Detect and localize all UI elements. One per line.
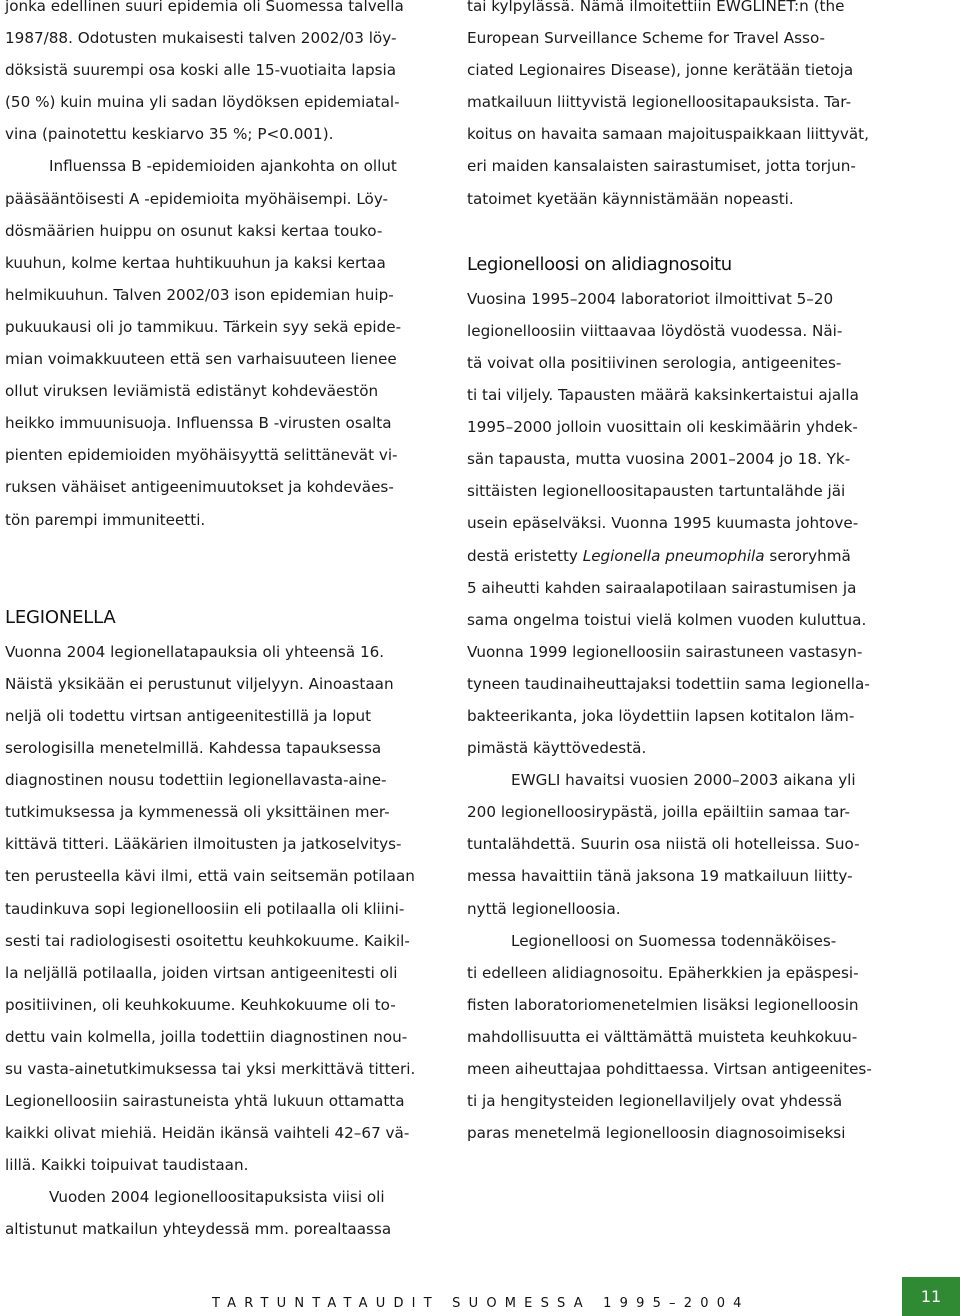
- text-line: ruksen vähäiset antigeenimuutokset ja kohdeväes-: [5, 478, 394, 497]
- text-line: tä voivat olla positiivinen serologia, antigeenites-: [467, 353, 842, 372]
- text-line: koitus on havaita samaan majoituspaikkaan liittyvät,: [467, 125, 869, 144]
- text-line: ten perusteella kävi ilmi, että vain seitsemän potilaan: [5, 867, 415, 886]
- text-line: altistunut matkailun yhteydessä mm. porealtaassa: [5, 1220, 392, 1239]
- text-line: Vuonna 1999 legionelloosiin sairastuneen vastasyn-: [467, 642, 863, 661]
- text-line: Näistä yksikään ei perustunut viljelyyn. Ainoastaan: [5, 674, 394, 693]
- text-line: (50 %) kuin muina yli sadan löydöksen epidemiatal-: [5, 93, 400, 112]
- text-line: matkailuun liittyvistä legionelloositapauksista. Tar-: [467, 93, 852, 112]
- text-line: helmikuuhun. Talven 2002/03 ison epidemian huip-: [5, 285, 394, 304]
- right-paragraph-2: [467, 283, 897, 764]
- right-paragraph-1: [467, 0, 897, 215]
- text-line: pienten epidemioiden myöhäisyyttä selittänevät vi-: [5, 446, 398, 465]
- text-line: tai kylpylässä. Nämä ilmoitettiin EWGLINET:n (the: [467, 0, 845, 15]
- text-line: sama ongelma toistui vielä kolmen vuoden kuluttua.: [467, 610, 867, 629]
- text-line: ti ja hengitysteiden legionellaviljely ovat yhdessä: [467, 1092, 843, 1111]
- text-line: dettu vain kolmella, joilla todettiin diagnostinen nou-: [5, 1027, 408, 1046]
- text-line: usein epäselväksi. Vuonna 1995 kuumasta johtove-: [467, 514, 859, 533]
- left-paragraph-2: [5, 150, 435, 535]
- text-line: vina (painotettu keskiarvo 35 %; P<0.001).: [5, 125, 334, 144]
- section-heading-underdiagnosed: Legionelloosi on alidiagnosoitu: [467, 253, 732, 275]
- text-line: meen aiheuttajaa pohdittaessa. Virtsan antigeenites-: [467, 1060, 872, 1078]
- species-name: Legionella pneumophila: [582, 546, 765, 565]
- text-line: Vuonna 2004 legionellatapauksia oli yhteensä 16.: [5, 642, 385, 661]
- left-column: [5, 0, 435, 1246]
- text-line: ti tai viljely. Tapausten määrä kaksinkertaistui ajalla: [467, 386, 859, 405]
- text-line: eri maiden kansalaisten sairastumiset, jotta torjun-: [467, 157, 856, 176]
- text-line: pimästä käyttövedestä.: [467, 739, 647, 758]
- text-line: pukuukausi oli jo tammikuu. Tärkein syy sekä epide-: [5, 317, 402, 336]
- text-line: legionelloosiin viittaavaa löydöstä vuodessa. Näi-: [467, 321, 843, 340]
- text-line: kittävä titteri. Lääkärien ilmoitusten ja jatkoselvitys-: [5, 835, 402, 854]
- text-line: tuntalähdettä. Suurin osa niistä oli hotelleissa. Suo-: [467, 835, 860, 854]
- text-line: paras menetelmä legionelloosin diagnosoimiseksi: [467, 1124, 846, 1143]
- text-line: Legionelloosiin sairastuneista yhtä lukuun ottamatta: [5, 1092, 405, 1111]
- text-line: serologisilla menetelmillä. Kahdessa tapauksessa: [5, 739, 382, 758]
- text-line: mahdollisuutta ei välttämättä muisteta keuhkokuu-: [467, 1027, 858, 1046]
- text-line: su vasta-ainetutkimuksessa tai yksi merkittävä titteri.: [5, 1060, 416, 1078]
- text-line: tutkimuksessa ja kymmenessä oli yksittäinen mer-: [5, 803, 390, 822]
- section-heading-legionella: LEGIONELLA: [5, 606, 116, 628]
- text-line: ti edelleen alidiagnosoitu. Epäherkkien ja epäspesi-: [467, 963, 859, 982]
- right-paragraph-4: [467, 925, 897, 1150]
- text-line: sittäisten legionelloositapausten tartuntalähde jäi: [467, 482, 846, 501]
- text-line: tatoimet kyetään käynnistämään nopeasti.: [467, 189, 794, 208]
- text-line: nyttä legionelloosia.: [467, 899, 621, 918]
- text-line: ciated Legionaires Disease), jonne kerätään tietoja: [467, 61, 854, 80]
- text-line: heikko immuunisuoja. Influenssa B -virusten osalta: [5, 414, 392, 433]
- left-paragraph-3: [5, 636, 435, 1182]
- text-line: Vuoden 2004 legionelloositapuksista viisi oli: [49, 1188, 385, 1207]
- paragraph-gap: [5, 568, 435, 600]
- text-line: mian voimakkuuteen että sen varhaisuuteen lienee: [5, 350, 397, 369]
- text-line: Vuosina 1995–2004 laboratoriot ilmoittivat 5–20: [467, 289, 834, 308]
- text-line: dösmäärien huippu on osunut kaksi kertaa touko-: [5, 221, 383, 240]
- right-paragraph-3: [467, 764, 897, 924]
- text-line: tön parempi immuniteetti.: [5, 510, 206, 529]
- text-line: bakteerikanta, joka löydettiin lapsen kotitalon läm-: [467, 706, 855, 725]
- text-line: 1987/88. Odotusten mukaisesti talven 2002/03 löy-: [5, 29, 397, 48]
- text-line: European Surveillance Scheme for Travel Asso-: [467, 29, 826, 48]
- left-paragraph-1: [5, 0, 435, 150]
- text-fragment: destä eristetty: [467, 546, 583, 565]
- page-number-badge: [902, 1277, 960, 1316]
- text-line: 5 aiheutti kahden sairaalapotilaan sairastumisen ja: [467, 578, 857, 597]
- text-line: Legionelloosi on Suomessa todennäköises-: [511, 931, 837, 950]
- text-line: Influenssa B -epidemioiden ajankohta on ollut: [49, 157, 397, 176]
- text-line: EWGLI havaitsi vuosien 2000–2003 aikana yli: [511, 771, 856, 790]
- text-line: sän tapausta, mutta vuosina 2001–2004 jo 18. Yk-: [467, 450, 851, 469]
- text-line: 200 legionelloosirypästä, joilla epäiltiin samaa tar-: [467, 803, 851, 822]
- text-line: döksistä suurempi osa koski alle 15-vuotiaita lapsia: [5, 61, 397, 80]
- text-fragment: seroryhmä: [764, 546, 851, 565]
- paragraph-gap: [467, 215, 897, 247]
- text-line: lillä. Kaikki toipuivat taudistaan.: [5, 1156, 249, 1175]
- text-line: neljä oli todettu virtsan antigeenitestillä ja loput: [5, 706, 372, 725]
- paragraph-gap: [5, 536, 435, 568]
- text-line: tyneen taudinaiheuttajaksi todettiin sama legionella-: [467, 674, 870, 693]
- right-column: [467, 0, 897, 1149]
- left-paragraph-4: [5, 1181, 435, 1245]
- text-line: diagnostinen nousu todettiin legionellavasta-aine-: [5, 771, 387, 790]
- text-line: kaikki olivat miehiä. Heidän ikänsä vaihteli 42–67 vä-: [5, 1124, 410, 1143]
- text-line: messa havaittiin tänä jaksona 19 matkailuun liitty-: [467, 867, 853, 886]
- text-line: la neljällä potilaalla, joiden virtsan antigeenitesti oli: [5, 963, 398, 982]
- text-line: positiivinen, oli keuhkokuume. Keuhkokuume oli to-: [5, 995, 396, 1014]
- running-footer-title: TARTUNTATAUDIT SUOMESSA 1995–2004: [212, 1296, 750, 1311]
- text-line: 1995–2000 jolloin vuosittain oli keskimäärin yhdek-: [467, 418, 858, 437]
- text-line: kuuhun, kolme kertaa huhtikuuhun ja kaksi kertaa: [5, 253, 386, 272]
- text-line: sesti tai radiologisesti osoitettu keuhkokuume. Kaikil-: [5, 931, 410, 950]
- text-line-with-species: [467, 540, 897, 572]
- text-line: jonka edellinen suuri epidemia oli Suomessa talvella: [5, 0, 404, 15]
- page-number: 11: [920, 1287, 942, 1306]
- text-line: pääsääntöisesti A -epidemioita myöhäisempi. Löy-: [5, 189, 389, 208]
- text-line: taudinkuva sopi legionelloosiin eli potilaalla oli kliini-: [5, 899, 405, 918]
- text-line: fisten laboratoriomenetelmien lisäksi legionelloosin: [467, 995, 859, 1014]
- text-line: ollut viruksen leviämistä edistänyt kohdeväestön: [5, 382, 379, 401]
